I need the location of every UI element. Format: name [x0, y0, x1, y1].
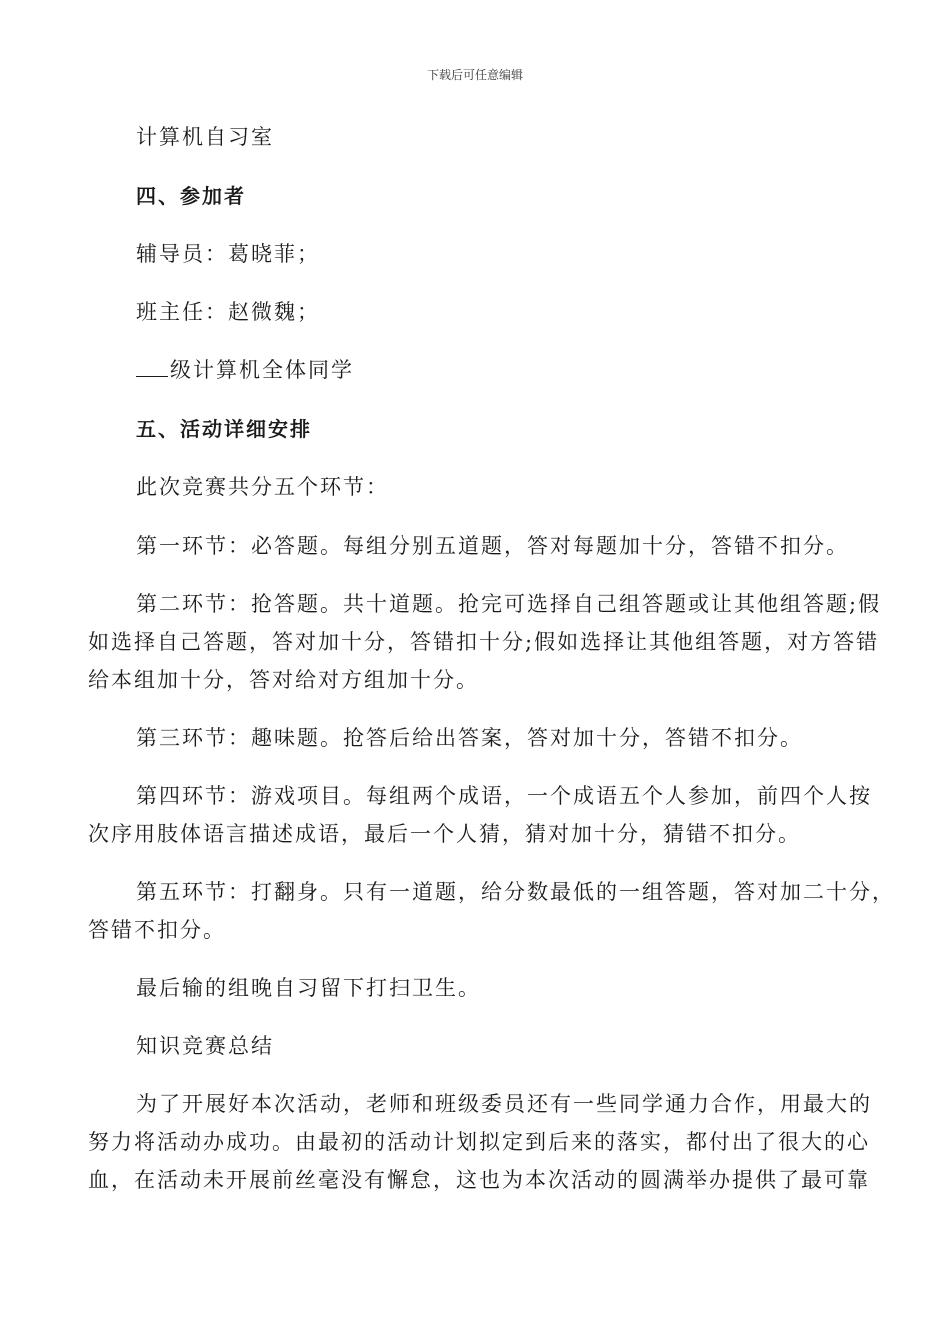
summary-line-3: 血，在活动未开展前丝毫没有懈怠，这也为本次活动的圆满举办提供了最可靠: [88, 1168, 870, 1192]
summary-title: 知识竞赛总结: [136, 1034, 274, 1058]
round3-line: 第三环节：趣味题。抢答后给出答案，答对加十分，答错不扣分。: [136, 726, 803, 750]
students-text: 级计算机全体同学: [170, 358, 354, 382]
round2-line-1: 第二环节：抢答题。共十道题。抢完可选择自己组答题或让其他组答题;假: [136, 592, 882, 616]
round4-line-2: 次序用肢体语言描述成语，最后一个人猜，猜对加十分，猜错不扣分。: [88, 822, 801, 846]
round4-line-1: 第四环节：游戏项目。每组两个成语，一个成语五个人参加，前四个人按: [136, 784, 872, 808]
summary-line-1: 为了开展好本次活动，老师和班级委员还有一些同学通力合作，用最大的: [136, 1092, 872, 1116]
section-heading-participants: 四、参加者: [136, 184, 246, 208]
students-line: [136, 357, 916, 383]
fill-in-blank: [136, 358, 168, 377]
round1-line: 第一环节：必答题。每组分别五道题，答对每题加十分，答错不扣分。: [136, 534, 849, 558]
section-heading-schedule: 五、活动详细安排: [136, 417, 312, 441]
page-header: 下载后可任意编辑: [426, 68, 523, 82]
round2-line-3: 给本组加十分，答对给对方组加十分。: [88, 668, 479, 692]
head-teacher-line: 班主任：赵微魏；: [136, 300, 320, 324]
round5-line-2: 答错不扣分。: [88, 918, 226, 942]
location-line: 计算机自习室: [136, 125, 274, 149]
loser-note-line: 最后输的组晚自习留下打扫卫生。: [136, 976, 481, 1000]
intro-line: 此次竞赛共分五个环节：: [136, 475, 389, 499]
round5-line-1: 第五环节：打翻身。只有一道题，给分数最低的一组答题，答对加二十分，: [136, 880, 895, 904]
summary-line-2: 努力将活动办成功。由最初的活动计划拟定到后来的落实，都付出了很大的心: [88, 1130, 870, 1154]
round2-line-2: 如选择自己答题，答对加十分，答错扣十分;假如选择让其他组答题，对方答错: [88, 630, 880, 654]
counselor-line: 辅导员：葛晓菲；: [136, 242, 320, 266]
